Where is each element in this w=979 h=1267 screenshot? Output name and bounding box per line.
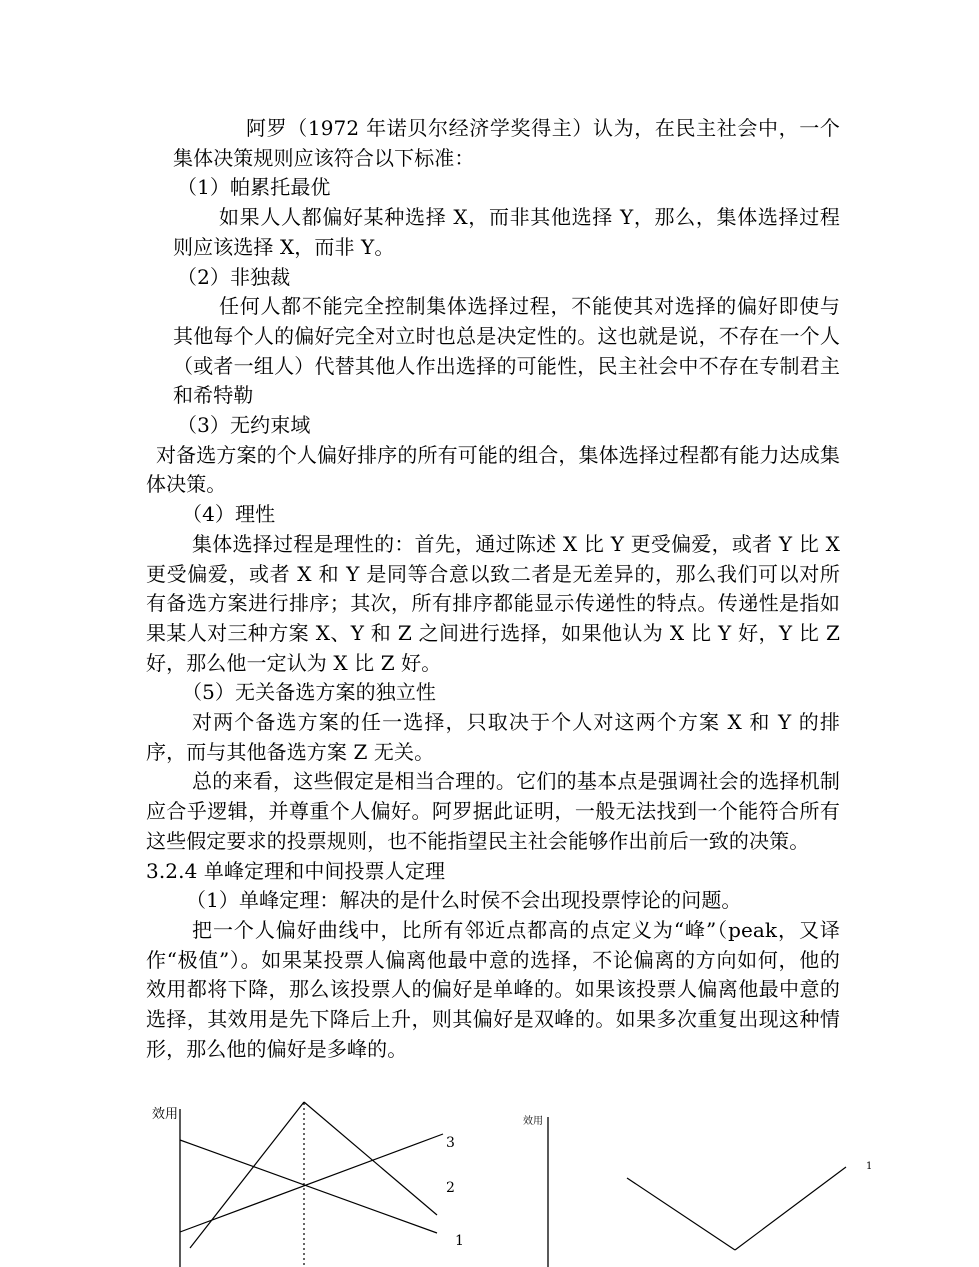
right-line-label-1: 1 bbox=[866, 1161, 873, 1172]
paragraph-pareto: 如果人人都偏好某种选择 X，而非其他选择 Y，那么，集体选择过程则应该选择 X，而非 Y。 bbox=[173, 205, 840, 259]
heading-pareto: （1）帕累托最优 bbox=[177, 175, 331, 200]
paragraph-independence: 对两个备选方案的任一选择，只取决于个人对这两个方案 X 和 Y 的排序，而与其他备选方案 Z 无关。 bbox=[146, 710, 840, 764]
left-line-label-1: 1 bbox=[455, 1233, 464, 1249]
left-line-2-rise bbox=[190, 1102, 304, 1248]
paragraph-intro: 阿罗（1972 年诺贝尔经济学奖得主）认为，在民主社会中，一个集体决策规则应该符合以下标准： bbox=[173, 116, 840, 170]
figure-canvas bbox=[0, 1095, 979, 1267]
paragraph-rationality: 集体选择过程是理性的：首先，通过陈述 X 比 Y 更受偏爱，或者 Y 比 X 更受偏爱，或者 X 和 Y 是同等合意以致二者是无差异的，那么我们可以对所有备选方案进行排序；其次，所有排序都能显示传递性的特点。传递性是指如果某人对三种方案 X、Y 和 Z 之间进行选择，如果他认为 X 比 Y 好，Y 比 Z 好，那么他一定认为 X 比 Z 好。 bbox=[146, 531, 840, 675]
heading-non-dictatorship: （2）非独裁 bbox=[177, 264, 291, 289]
left-line-label-2: 2 bbox=[446, 1180, 455, 1196]
left-y-axis-label: 效用 bbox=[152, 1107, 179, 1122]
preference-figures bbox=[0, 1095, 979, 1267]
right-curve-fall bbox=[627, 1178, 735, 1250]
paragraph-peak-definition: 把一个人偏好曲线中，比所有邻近点都高的点定义为“峰”（peak，又译作“极值”）。如果某投票人偏离他最中意的选择，不论偏离的方向如何，他的效用都将下降，那么该投票人的偏好是单峰的。如果该投票人偏离他最中意的选择，其效用是先下降后上升，则其偏好是双峰的。如果多次重复出现这种情形，那么他的偏好是多峰的。 bbox=[146, 917, 840, 1061]
heading-rationality: （4）理性 bbox=[182, 502, 276, 527]
section-heading-single-peak: 3.2.4 单峰定理和中间投票人定理 bbox=[146, 858, 446, 883]
heading-unrestricted-domain: （3）无约束域 bbox=[177, 413, 311, 438]
figure-right bbox=[523, 1114, 872, 1267]
right-y-axis-label: 效用 bbox=[523, 1116, 543, 1127]
left-line-3 bbox=[180, 1134, 443, 1232]
paragraph-summary: 总的来看，这些假定是相当合理的。它们的基本点是强调社会的选择机制应合乎逻辑，并尊重个人偏好。阿罗据此证明，一般无法找到一个能符合所有这些假定要求的投票规则，也不能指望民主社会能够作出前后一致的决策。 bbox=[146, 769, 840, 853]
body-text bbox=[146, 114, 840, 1065]
paragraph-single-peak-theorem: （1）单峰定理：解决的是什么时侯不会出现投票悖论的问题。 bbox=[186, 888, 742, 913]
heading-independence: （5）无关备选方案的独立性 bbox=[182, 680, 437, 705]
left-line-1 bbox=[180, 1140, 437, 1233]
left-line-2-fall bbox=[304, 1102, 437, 1215]
paragraph-non-dictatorship: 任何人都不能完全控制集体选择过程，不能使其对选择的偏好即使与其他每个人的偏好完全对立时也总是决定性的。这也就是说，不存在一个人（或者一组人）代替其他人作出选择的可能性，民主社会中不存在专制君主和希特勒 bbox=[173, 294, 840, 408]
figure-left bbox=[152, 1102, 464, 1267]
left-line-label-3: 3 bbox=[446, 1135, 455, 1151]
paragraph-unrestricted-domain: 对备选方案的个人偏好排序的所有可能的组合，集体选择过程都有能力达成集体决策。 bbox=[146, 442, 840, 497]
right-curve-rise bbox=[735, 1167, 846, 1250]
